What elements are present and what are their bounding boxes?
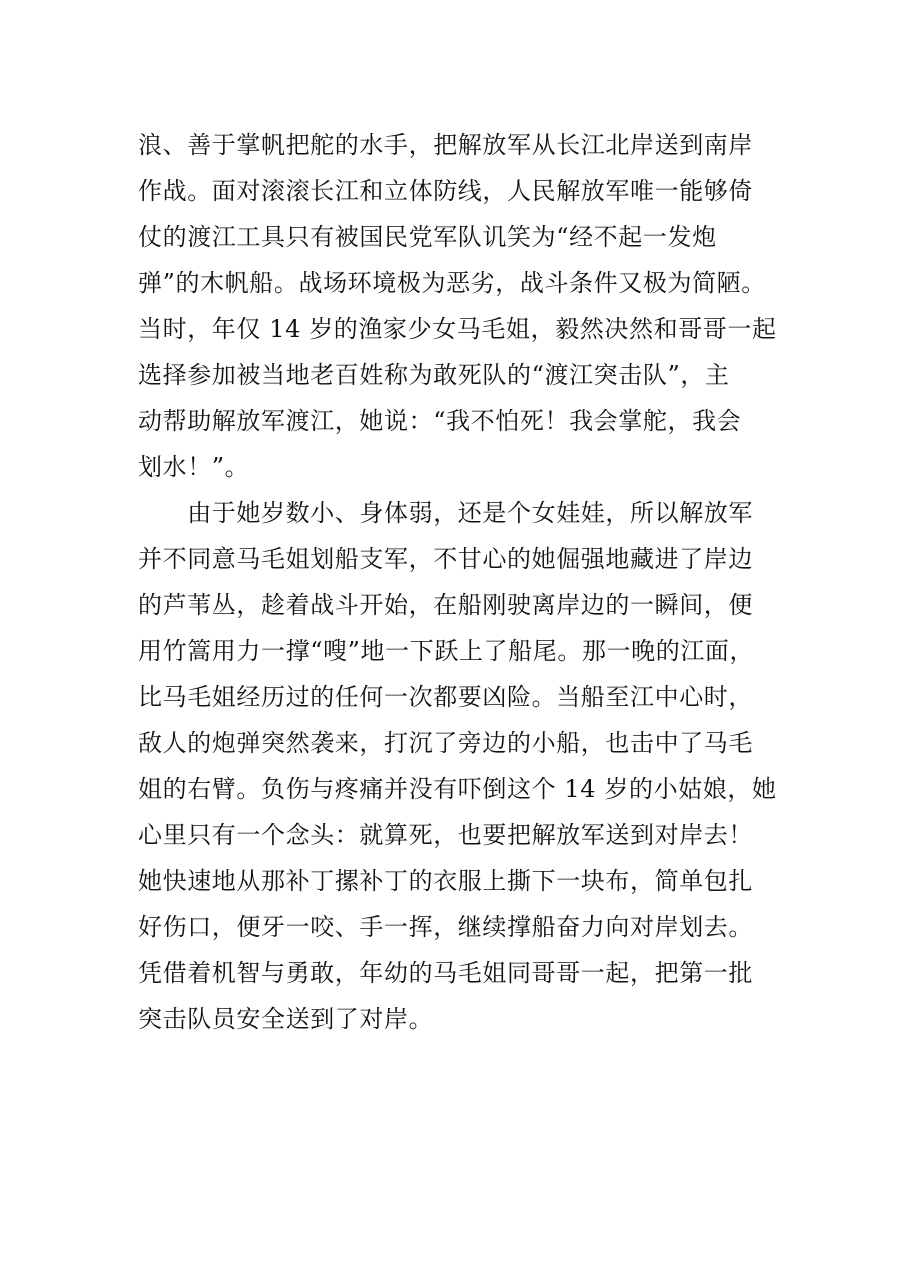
text-line-3: 仗的渡江工具只有被国民党军队讥笑为“经不起一发炮 xyxy=(138,223,717,251)
text-line-16: 心里只有一个念头：就算死，也要把解放军送到对岸去！ xyxy=(138,821,753,849)
body-text xyxy=(138,127,778,1047)
text-line-7: 动帮助解放军渡江，她说：“我不怕死！我会掌舵，我会 xyxy=(138,407,742,435)
text-line-13: 比马毛姐经历过的任何一次都要凶险。当船至江中心时， xyxy=(138,683,753,711)
text-line-18: 好伤口，便牙一咬、手一挥，继续撑船奋力向对岸划去。 xyxy=(138,913,753,941)
text-line-14: 敌人的炮弹突然袭来，打沉了旁边的小船，也击中了马毛 xyxy=(138,729,753,757)
text-line-2: 作战。面对滚滚长江和立体防线，人民解放军唯一能够倚 xyxy=(138,177,753,205)
text-line-8: 划水！”。 xyxy=(138,453,250,481)
text-line-15: 姐的右臂。负伤与疼痛并没有吓倒这个 14 岁的小姑娘，她 xyxy=(138,775,777,803)
text-line-1: 浪、善于掌帆把舵的水手，把解放军从长江北岸送到南岸 xyxy=(138,131,753,159)
text-line-4: 弹”的木帆船。战场环境极为恶劣，战斗条件又极为简陋。 xyxy=(138,269,766,297)
text-line-5: 当时，年仅 14 岁的渔家少女马毛姐，毅然决然和哥哥一起 xyxy=(138,315,777,343)
text-line-9: 由于她岁数小、身体弱，还是个女娃娃，所以解放军 xyxy=(138,499,753,527)
text-line-20: 突击队员安全送到了对岸。 xyxy=(138,1005,434,1033)
text-line-19: 凭借着机智与勇敢，年幼的马毛姐同哥哥一起，把第一批 xyxy=(138,959,753,987)
text-line-12: 用竹篙用力一撑“嗖”地一下跃上了船尾。那一晚的江面， xyxy=(138,637,755,665)
text-line-11: 的芦苇丛，趁着战斗开始，在船刚驶离岸边的一瞬间，便 xyxy=(138,591,753,619)
text-line-6: 选择参加被当地老百姓称为敢死队的“渡江突击队”，主 xyxy=(138,361,730,389)
text-line-10: 并不同意马毛姐划船支军，不甘心的她倔强地藏进了岸边 xyxy=(138,545,753,573)
text-line-17: 她快速地从那补丁摞补丁的衣服上撕下一块布，简单包扎 xyxy=(138,867,753,895)
